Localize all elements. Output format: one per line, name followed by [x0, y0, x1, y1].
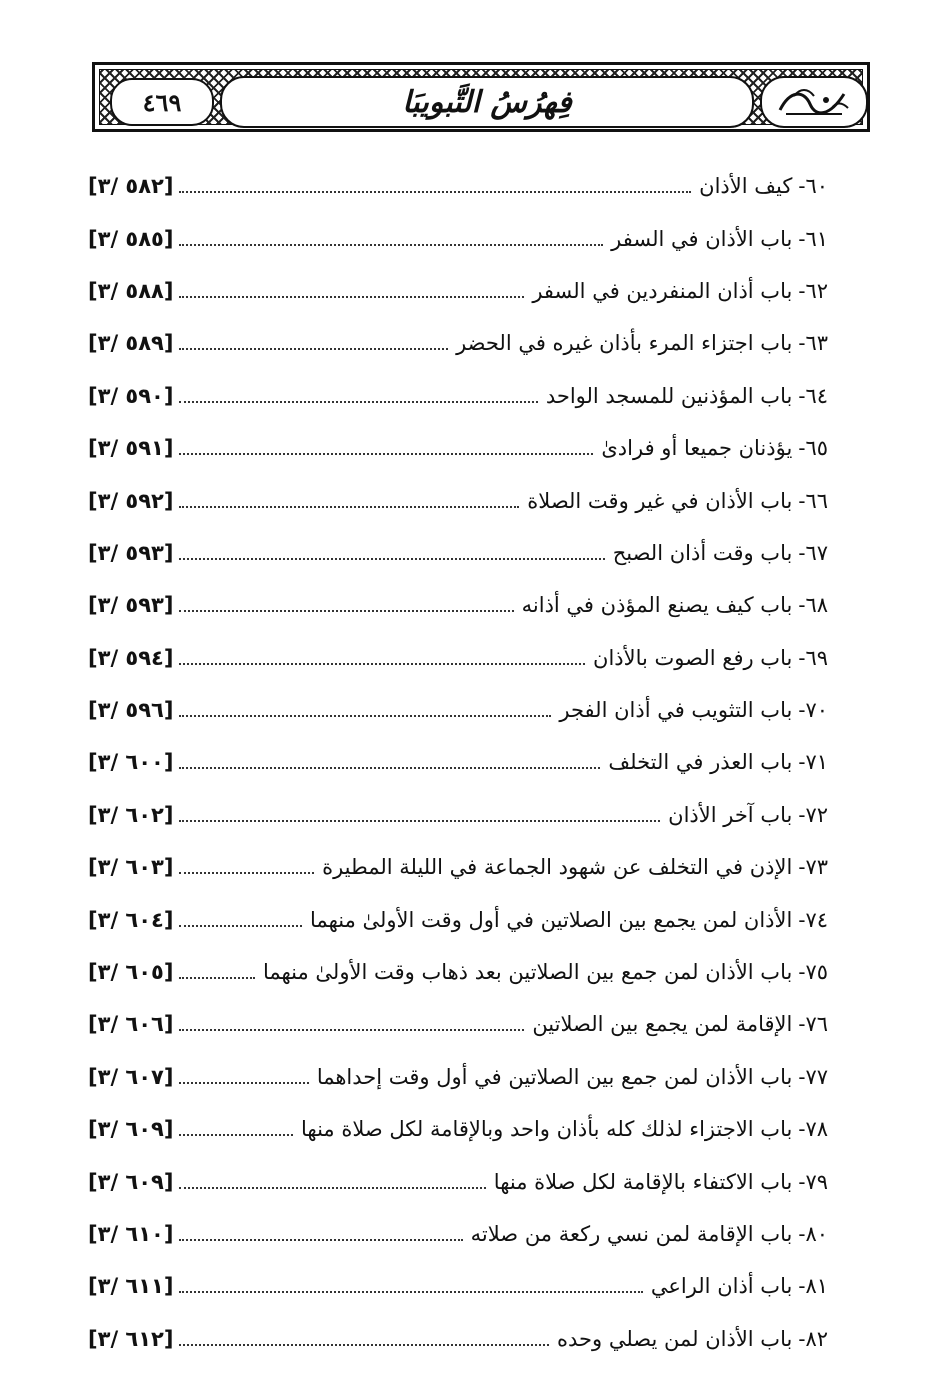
- entry-title: الإقامة لمن يجمع بين الصلاتين: [532, 1012, 793, 1037]
- entry-page-reference: [٥٩٢ /٣]: [88, 488, 174, 513]
- page-header: [92, 62, 870, 132]
- index-entry: [88, 1260, 828, 1312]
- index-entry: [88, 998, 828, 1050]
- index-entry: [88, 160, 828, 212]
- dot-leader: [179, 558, 604, 560]
- entry-title: باب الأذان لمن يصلي وحده: [557, 1326, 793, 1351]
- entry-number: ٧٠-: [798, 698, 828, 723]
- entry-number: ٨١-: [798, 1274, 828, 1299]
- entry-page-reference: [٥٨٩ /٣]: [88, 331, 174, 356]
- index-entry: [88, 1208, 828, 1260]
- dot-leader: [179, 296, 524, 298]
- entry-page-reference: [٥٨٨ /٣]: [88, 278, 174, 303]
- entry-page-reference: [٦٠٩ /٣]: [88, 1169, 174, 1194]
- entry-number: ٧٧-: [798, 1064, 828, 1089]
- index-entry: [88, 579, 828, 631]
- entry-page-reference: [٥٩٤ /٣]: [88, 645, 174, 670]
- calligraphy-seal-icon: [774, 84, 854, 120]
- entry-title: باب رفع الصوت بالأذان: [593, 645, 793, 670]
- entry-title: باب الأذان في غير وقت الصلاة: [527, 488, 793, 513]
- entry-title: باب العذر في التخلف: [608, 750, 793, 775]
- entry-number: ٦٨-: [798, 593, 828, 618]
- index-entry: [88, 1103, 828, 1155]
- entry-page-reference: [٥٩٠ /٣]: [88, 383, 174, 408]
- entry-number: ٧٣-: [798, 855, 828, 880]
- entry-title: باب الإقامة لمن نسي ركعة من صلاته: [470, 1222, 793, 1246]
- index-entry: [88, 684, 828, 736]
- entry-title: الأذان لمن يجمع بين الصلاتين في أول وقت الأولىٰ منهما: [310, 907, 793, 932]
- entry-number: ٦٥-: [798, 436, 828, 461]
- entry-title: باب اجتزاء المرء بأذان غيره في الحضر: [456, 331, 793, 356]
- ornamental-border: [99, 69, 863, 125]
- entry-page-reference: [٥٨٥ /٣]: [88, 226, 174, 251]
- entry-number: ٧٤-: [798, 907, 828, 932]
- entry-title: يؤذنان جميعا أو فرادىٰ: [601, 436, 793, 461]
- entry-number: ٦٩-: [798, 645, 828, 670]
- index-entry: [88, 893, 828, 945]
- index-entry: [88, 474, 828, 526]
- entry-number: ٧٨-: [798, 1117, 828, 1142]
- entry-number: ٦٠-: [798, 174, 828, 199]
- dot-leader: [179, 1187, 485, 1189]
- index-entry: [88, 632, 828, 684]
- index-entry: [88, 841, 828, 893]
- entry-number: ٧٩-: [798, 1169, 828, 1194]
- dot-leader: [179, 767, 600, 769]
- title-cartouche: [220, 76, 754, 128]
- dot-leader: [179, 244, 603, 246]
- index-entry: [88, 422, 828, 474]
- entry-page-reference: [٥٨٢ /٣]: [88, 174, 174, 199]
- entry-page-reference: [٦٠٥ /٣]: [88, 960, 174, 985]
- dot-leader: [179, 1082, 308, 1084]
- entry-number: ٨٠-: [798, 1222, 828, 1246]
- dot-leader: [179, 1239, 462, 1241]
- dot-leader: [179, 348, 448, 350]
- index-entry: [88, 1051, 828, 1103]
- dot-leader: [179, 820, 660, 822]
- entry-page-reference: [٦٠٠ /٣]: [88, 750, 174, 775]
- dot-leader: [179, 925, 302, 927]
- dot-leader: [179, 1029, 524, 1031]
- entry-number: ٧٦-: [798, 1012, 828, 1037]
- entry-title: باب أذان الراعي: [650, 1274, 793, 1299]
- entry-number: ٦٦-: [798, 488, 828, 513]
- index-entry: [88, 317, 828, 369]
- entry-title: باب آخر الأذان: [668, 802, 793, 827]
- dot-leader: [179, 872, 314, 874]
- entry-number: ٧٥-: [798, 960, 828, 985]
- dot-leader: [179, 401, 537, 403]
- entry-page-reference: [٦١٢ /٣]: [88, 1326, 174, 1351]
- dot-leader: [179, 1344, 549, 1346]
- entry-title: باب الاكتفاء بالإقامة لكل صلاة منها: [493, 1169, 793, 1194]
- index-entry: [88, 212, 828, 264]
- entry-number: ٨٢-: [798, 1326, 828, 1351]
- entry-page-reference: [٥٩١ /٣]: [88, 436, 174, 461]
- entry-title: باب الأذان لمن جمع بين الصلاتين بعد ذهاب وقت الأولىٰ منهما: [262, 960, 793, 985]
- dot-leader: [179, 453, 593, 455]
- entry-page-reference: [٥٩٣ /٣]: [88, 593, 174, 618]
- dot-leader: [179, 663, 585, 665]
- entry-title: باب المؤذنين للمسجد الواحد: [545, 383, 793, 408]
- entry-page-reference: [٥٩٣ /٣]: [88, 540, 174, 565]
- entry-title: باب التثويب في أذان الفجر: [559, 698, 793, 723]
- index-entry: [88, 1155, 828, 1207]
- entry-number: ٧١-: [798, 750, 828, 775]
- dot-leader: [179, 715, 551, 717]
- index-entry: [88, 946, 828, 998]
- entry-page-reference: [٥٩٦ /٣]: [88, 698, 174, 723]
- dot-leader: [179, 1134, 293, 1136]
- entry-title: باب وقت أذان الصبح: [612, 540, 793, 565]
- entry-number: ٦١-: [798, 226, 828, 251]
- entry-title: الإذن في التخلف عن شهود الجماعة في الليلة المطيرة: [322, 855, 793, 880]
- entry-title: باب الأذان في السفر: [611, 226, 793, 251]
- entry-number: ٧٢-: [798, 802, 828, 827]
- entry-number: ٦٧-: [798, 540, 828, 565]
- entry-number: ٦٤-: [798, 383, 828, 408]
- dot-leader: [179, 191, 691, 193]
- entry-number: ٦٣-: [798, 331, 828, 356]
- dot-leader: [179, 977, 254, 979]
- entry-title: باب كيف يصنع المؤذن في أذانه: [521, 593, 793, 618]
- entry-title: كيف الأذان: [699, 174, 793, 199]
- entry-page-reference: [٦٠٦ /٣]: [88, 1012, 174, 1037]
- entry-title: باب أذان المنفردين في السفر: [532, 278, 793, 303]
- entry-number: ٦٢-: [798, 278, 828, 303]
- dot-leader: [179, 506, 519, 508]
- page-number-cartouche: [110, 78, 214, 126]
- index-entry: [88, 789, 828, 841]
- entry-title: باب الاجتزاء لذلك كله بأذان واحد وبالإقامة لكل صلاة منها: [301, 1117, 793, 1142]
- dot-leader: [179, 1291, 642, 1293]
- entry-page-reference: [٦٠٩ /٣]: [88, 1117, 174, 1142]
- entry-page-reference: [٦٠٤ /٣]: [88, 907, 174, 932]
- index-list: [88, 160, 828, 1365]
- page-title: فِهرُسُ التَّبويبَا: [402, 84, 572, 120]
- index-entry: [88, 527, 828, 579]
- index-entry: [88, 1313, 828, 1365]
- index-entry: [88, 265, 828, 317]
- entry-page-reference: [٦٠٢ /٣]: [88, 802, 174, 827]
- entry-page-reference: [٦١١ /٣]: [88, 1274, 174, 1299]
- logo-cartouche: [760, 76, 868, 128]
- entry-page-reference: [٦١٠ /٣]: [88, 1222, 174, 1246]
- entry-title: باب الأذان لمن جمع بين الصلاتين في أول وقت إحداهما: [316, 1064, 793, 1089]
- index-entry: [88, 370, 828, 422]
- entry-page-reference: [٦٠٧ /٣]: [88, 1064, 174, 1089]
- page-number: ٤٦٩: [142, 87, 182, 117]
- index-entry: [88, 736, 828, 788]
- entry-page-reference: [٦٠٣ /٣]: [88, 855, 174, 880]
- dot-leader: [179, 610, 513, 612]
